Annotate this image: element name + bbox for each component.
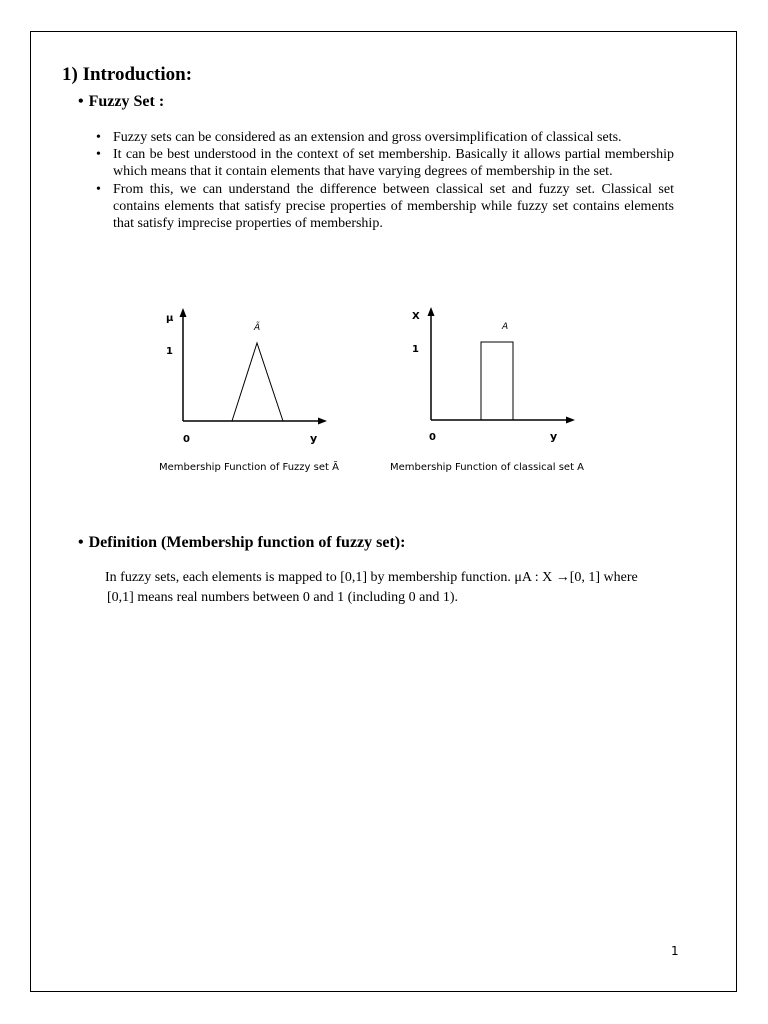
classical-y-label: X (412, 311, 420, 322)
classical-x-label: y (550, 430, 558, 443)
classical-rectangle (481, 342, 513, 420)
fuzzy-plot (166, 308, 327, 445)
page-number: 1 (671, 944, 679, 958)
classical-y-arrow (428, 307, 435, 316)
subsection-fuzzy-set-label: Fuzzy Set : (88, 93, 165, 110)
fuzzy-y-arrow (180, 308, 187, 317)
fuzzy-set-bullet-list (96, 129, 674, 232)
subsection-bullet: • (78, 534, 84, 551)
fuzzy-one-label: 1 (166, 346, 173, 357)
classical-origin-label: 0 (429, 432, 436, 443)
definition-line: [0,1] means real numbers between 0 and 1 (including 0 and 1). (107, 590, 459, 605)
section-title: 1) Introduction: (62, 64, 193, 85)
fuzzy-caption: Membership Function of Fuzzy set Ã (159, 462, 339, 473)
bullet-item: • From this, we can understand the difference between classical set and fuzzy set. Classical set contains elements that satisfy precise properties of membership while fuzzy set contains elements that satisfy imprecise properties of membership. (96, 181, 674, 233)
fuzzy-x-label: y (310, 432, 318, 445)
fuzzy-triangle (232, 343, 283, 421)
classical-one-label: 1 (412, 344, 419, 355)
definition-paragraph (105, 568, 683, 608)
classical-set-label: A (502, 322, 509, 332)
fuzzy-y-label: μ (166, 313, 174, 324)
fuzzy-x-arrow (318, 418, 327, 425)
definition-heading: Definition (Membership function of fuzzy set): (88, 534, 406, 551)
classical-x-arrow (566, 417, 575, 424)
classical-plot (412, 307, 575, 443)
membership-figure (150, 300, 620, 485)
subsection-fuzzy-set (78, 93, 164, 111)
subsection-bullet: • (78, 93, 84, 110)
membership-diagram (150, 300, 620, 485)
fuzzy-set-label: Ã (254, 323, 261, 333)
definition-line: In fuzzy sets, each elements is mapped to [0,1] by membership function. μA : X →[0, 1] where (105, 570, 638, 585)
bullet-item: • It can be best understood in the context of set membership. Basically it allows partial membership which means that it contain elements that have varying degrees of membership in the set. (96, 146, 674, 180)
classical-caption: Membership Function of classical set A (390, 462, 585, 473)
bullet-item: • Fuzzy sets can be considered as an extension and gross oversimplification of classical sets. (96, 129, 674, 146)
fuzzy-origin-label: 0 (183, 434, 190, 445)
subsection-definition (78, 534, 405, 552)
